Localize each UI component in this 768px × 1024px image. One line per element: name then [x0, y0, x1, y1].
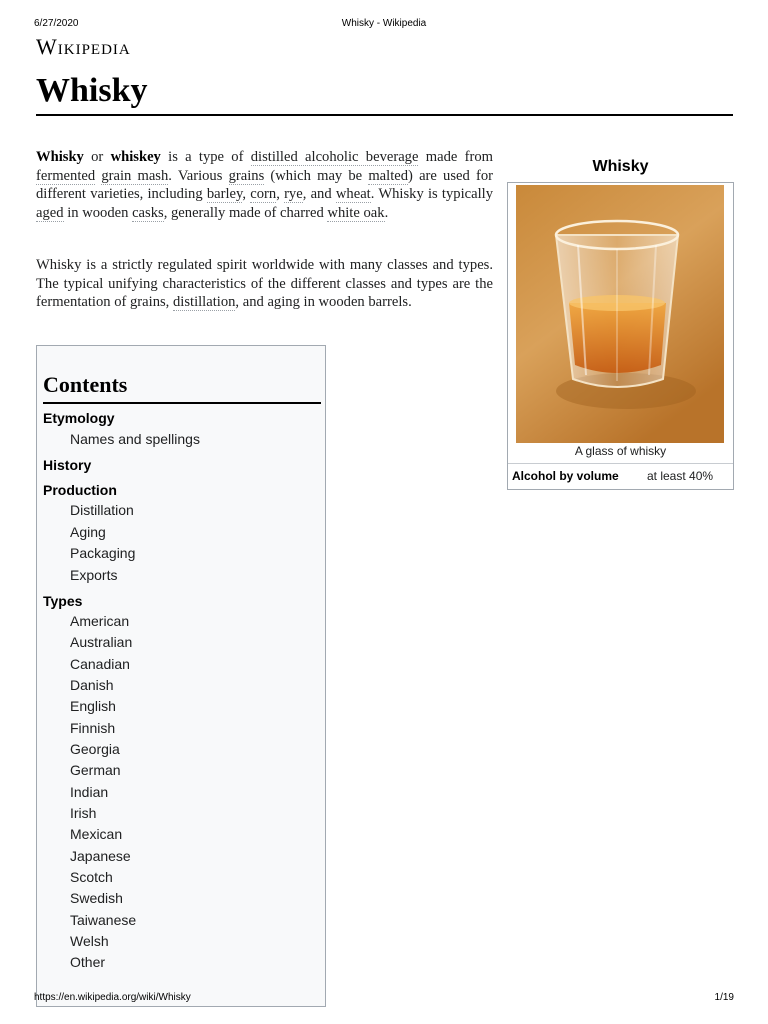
text-run: (which may be — [264, 167, 369, 184]
intro-paragraph-2 — [36, 256, 493, 312]
text-run: in wooden — [63, 204, 133, 221]
text-run: Whisky is a strictly regulated spirit worldwide with many classes and types. The typical unifying characteristics of the different classes and types are the fermentation of grains, — [36, 257, 493, 310]
toc-item-names-and-spellings[interactable]: Names and spellings — [70, 431, 200, 447]
infobox-title: Whisky — [592, 158, 649, 175]
toc-item-japanese[interactable]: Japanese — [70, 848, 131, 864]
infobox-abv-label[interactable]: Alcohol by volume — [512, 469, 619, 483]
link-barley[interactable]: barley — [206, 186, 243, 202]
infobox — [507, 182, 734, 490]
toc-item-german[interactable]: German — [70, 762, 121, 778]
link-aged[interactable]: aged — [36, 204, 64, 221]
print-date: 6/27/2020 — [34, 18, 79, 29]
toc-item-indian[interactable]: Indian — [70, 784, 109, 800]
text-run: , — [276, 186, 285, 202]
text-run: . Various — [168, 167, 229, 184]
link-corn[interactable]: corn — [250, 186, 277, 202]
toc-item-exports[interactable]: Exports — [70, 567, 118, 583]
wikipedia-wordmark[interactable]: Wikipedia — [36, 34, 131, 59]
text-run: . — [384, 204, 389, 221]
text-run: made from — [418, 149, 493, 165]
link-rye[interactable]: rye — [284, 186, 303, 202]
toc-item-distillation[interactable]: Distillation — [70, 502, 134, 518]
link-white-oak[interactable]: white oak — [327, 204, 385, 221]
toc-item-production[interactable]: Production — [43, 482, 117, 498]
toc-item-canadian[interactable]: Canadian — [70, 656, 130, 672]
link-wheat[interactable]: wheat — [335, 186, 371, 202]
infobox-abv-value: at least 40% — [647, 469, 714, 483]
text-run: , generally made of charred — [163, 204, 328, 221]
text-run: is a type of — [160, 149, 251, 165]
toc-item-packaging[interactable]: Packaging — [70, 545, 136, 561]
toc-item-aging[interactable]: Aging — [70, 524, 106, 540]
toc-title: Contents — [43, 372, 128, 397]
infobox-divider — [508, 463, 733, 464]
toc-item-welsh[interactable]: Welsh — [70, 933, 109, 949]
toc-item-swedish[interactable]: Swedish — [70, 890, 123, 906]
toc-item-georgia[interactable]: Georgia — [70, 741, 120, 757]
print-title: Whisky - Wikipedia — [341, 18, 427, 29]
toc-item-finnish[interactable]: Finnish — [70, 720, 116, 736]
print-url: https://en.wikipedia.org/wiki/Whisky — [34, 992, 191, 1003]
toc-item-irish[interactable]: Irish — [70, 805, 97, 821]
toc-item-mexican[interactable]: Mexican — [70, 826, 123, 842]
link-malted[interactable]: malted — [368, 167, 409, 184]
toc-item-types[interactable]: Types — [43, 593, 83, 609]
title-divider — [36, 114, 733, 116]
link-grain-mash[interactable]: grain mash — [101, 167, 169, 184]
link-grains[interactable]: grains — [228, 167, 265, 184]
link-distillation[interactable]: distillation — [172, 294, 236, 310]
text-run: or — [83, 149, 111, 165]
whisky-glass-image[interactable] — [516, 185, 724, 443]
table-of-contents — [36, 345, 326, 1007]
link-distilled-beverage[interactable]: distilled alcoholic beverage — [250, 149, 419, 165]
toc-item-taiwanese[interactable]: Taiwanese — [70, 912, 137, 928]
text-run: , — [242, 186, 251, 202]
bold-term-whisky: Whisky — [36, 149, 84, 165]
text-run: , and — [302, 186, 336, 202]
page-title: Whisky — [36, 72, 148, 109]
toc-item-australian[interactable]: Australian — [70, 634, 133, 650]
toc-item-other[interactable]: Other — [70, 954, 106, 970]
intro-paragraph-1 — [36, 148, 493, 222]
bold-term-whiskey: whiskey — [110, 149, 161, 165]
toc-item-danish[interactable]: Danish — [70, 677, 114, 693]
infobox-image-caption: A glass of whisky — [574, 444, 667, 458]
print-page-number: 1/19 — [714, 992, 734, 1003]
toc-item-etymology[interactable]: Etymology — [43, 410, 115, 426]
toc-item-scotch[interactable]: Scotch — [70, 869, 113, 885]
text-run: . Whisky is typically — [370, 186, 493, 202]
toc-item-english[interactable]: English — [70, 698, 116, 714]
toc-divider — [43, 402, 321, 404]
toc-item-american[interactable]: American — [70, 613, 130, 629]
text-run: , and aging in wooden barrels. — [235, 294, 412, 310]
text-run: ) are used for different varieties, including — [36, 167, 493, 202]
toc-item-history[interactable]: History — [43, 457, 92, 473]
link-casks[interactable]: casks — [132, 204, 164, 221]
link-fermented[interactable]: fermented — [36, 167, 96, 184]
